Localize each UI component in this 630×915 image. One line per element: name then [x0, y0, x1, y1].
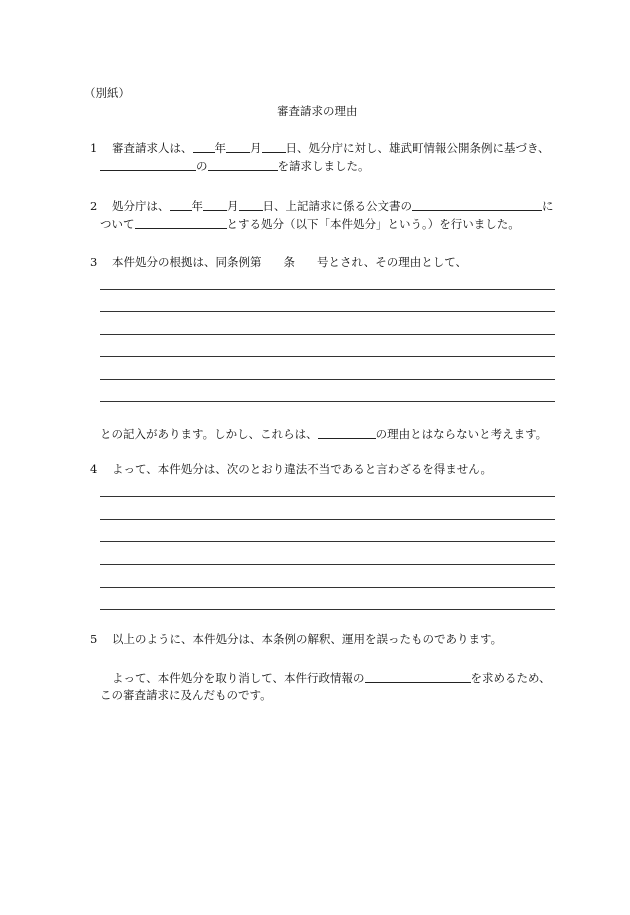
section-5-text-a: 以上のように、本件処分は、本条例の解釈、運用を誤ったものであります。: [112, 632, 503, 646]
blank-year-2[interactable]: [170, 198, 192, 211]
blank-exemption-reason[interactable]: [318, 426, 376, 439]
section-1-text-end: を請求しました。: [277, 159, 370, 173]
reason-line-4[interactable]: [100, 356, 555, 357]
label-year: 年: [214, 141, 226, 155]
blank-request-subject[interactable]: [208, 158, 278, 171]
section-1-line-1: [90, 140, 550, 155]
section-4-number: 4: [90, 462, 98, 476]
blank-day-2[interactable]: [239, 198, 263, 211]
reason-line-1[interactable]: [100, 289, 555, 290]
label-month: 月: [250, 141, 262, 155]
section-2-number: 2: [90, 199, 98, 213]
illegality-line-2[interactable]: [100, 519, 555, 520]
blank-requester-info[interactable]: [100, 158, 196, 171]
blank-decision-type[interactable]: [135, 216, 227, 229]
section-5-line-1: [90, 632, 502, 646]
illegality-line-4[interactable]: [100, 564, 555, 565]
section-4-text-a: よって、本件処分は、次のとおり違法不当であると言わざるを得ません。: [112, 462, 492, 476]
reason-line-2[interactable]: [100, 311, 555, 312]
section-2-text-c: とする処分（以下「本件処分」という。）を行いました。: [226, 217, 520, 231]
section-5-paragraph-line-2: この審査請求に及んだものです。: [100, 688, 272, 702]
section-3-after-text-2: の理由とはならないと考えます。: [375, 427, 548, 441]
illegality-line-6[interactable]: [100, 609, 555, 610]
section-1-number: 1: [90, 141, 98, 155]
section-5-p1a: よって、本件処分を取り消して、本件行政情報の: [112, 671, 365, 685]
blank-year-1[interactable]: [193, 140, 215, 153]
label-no: の: [196, 159, 208, 173]
reason-line-5[interactable]: [100, 379, 555, 380]
section-3-text-a: 本件処分の根拠は、同条例第: [112, 255, 262, 269]
label-year-2: 年: [191, 199, 203, 213]
section-2-line-1: [90, 198, 554, 213]
document-title: 審査請求の理由: [277, 104, 358, 118]
section-1-text-hi: 日、処分庁に対し、雄武町情報公開条例に基づき、: [285, 141, 550, 155]
section-5-number: 5: [90, 632, 98, 646]
reason-line-6[interactable]: [100, 401, 555, 402]
section-2-text-hi: 日、上記請求に係る公文書の: [262, 199, 412, 213]
section-2-text-a: 処分庁は、: [112, 199, 170, 213]
label-ni: に: [542, 199, 554, 213]
blank-day-1[interactable]: [262, 140, 286, 153]
section-3-after-text-1: との記入があります。しかし、これらは、: [100, 427, 318, 441]
section-5-p1b: を求めるため、: [470, 671, 551, 685]
section-2-line-2: [100, 216, 520, 231]
section-3-line-1: [90, 255, 467, 269]
section-2-text-b: ついて: [100, 217, 135, 231]
section-1-text-a: 審査請求人は、: [112, 141, 193, 155]
section-3-number: 3: [90, 255, 98, 269]
blank-month-1[interactable]: [226, 140, 250, 153]
section-3-text-go: 号とされ、その理由として、: [317, 255, 467, 269]
section-5-paragraph-line-1: [112, 670, 551, 685]
section-1-line-2: [100, 158, 370, 173]
reason-line-3[interactable]: [100, 334, 555, 335]
blank-month-2[interactable]: [203, 198, 227, 211]
illegality-line-1[interactable]: [100, 496, 555, 497]
attachment-label: （別紙）: [84, 86, 130, 100]
section-3-after-line: [100, 426, 547, 441]
illegality-line-3[interactable]: [100, 541, 555, 542]
section-4-line-1: [90, 462, 492, 476]
illegality-line-5[interactable]: [100, 587, 555, 588]
label-month-2: 月: [227, 199, 239, 213]
label-jo: 条: [283, 255, 295, 269]
blank-document-name[interactable]: [412, 198, 542, 211]
blank-requested-action[interactable]: [365, 670, 471, 683]
